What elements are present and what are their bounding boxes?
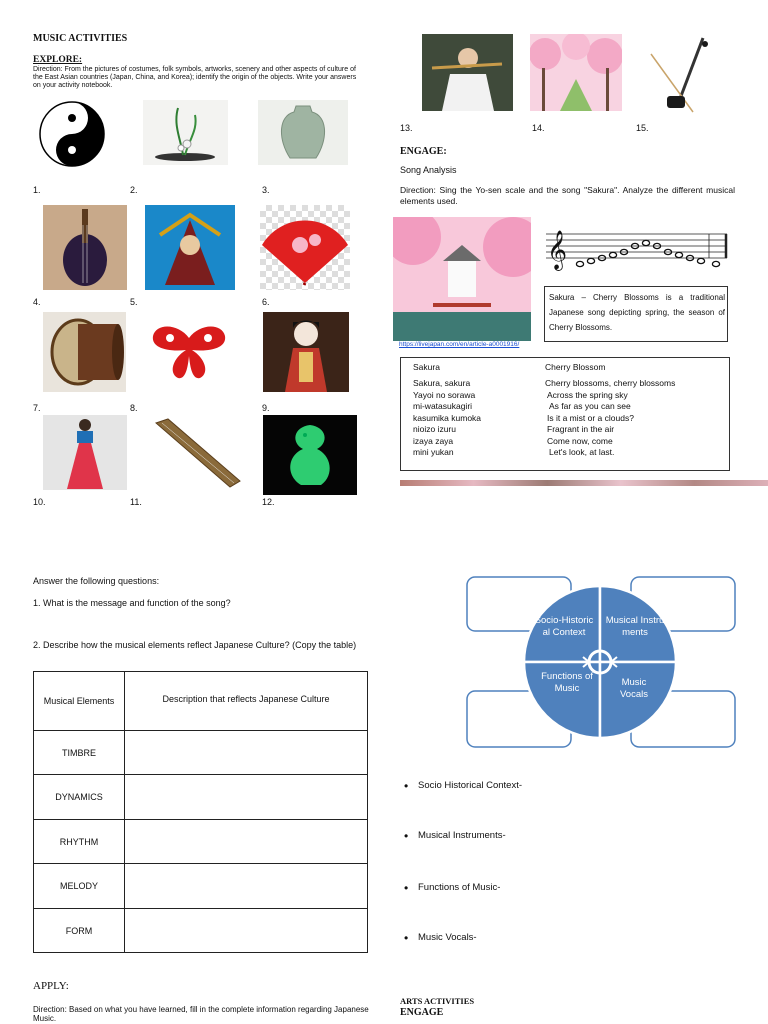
figure-number: 14. <box>532 123 545 133</box>
table-row-label: DYNAMICS <box>34 775 125 820</box>
engage-heading: ENGAGE: <box>400 146 447 157</box>
erhu-image <box>643 34 723 114</box>
explore-heading: EXPLORE: <box>33 55 83 65</box>
biwa-lute-image <box>43 205 127 290</box>
table-cell-answer[interactable] <box>125 864 368 909</box>
table-row-label: MELODY <box>34 864 125 909</box>
music-analysis-diagram <box>463 573 738 750</box>
figure-number: 2. <box>130 185 138 195</box>
yo-sen-scale-staff <box>544 220 729 274</box>
red-fan-image <box>260 205 350 290</box>
doll-image <box>263 312 349 392</box>
yin-yang-image <box>37 100 107 168</box>
figure-number: 11. <box>130 497 142 507</box>
figure-number: 7. <box>33 403 41 413</box>
opera-mask-image <box>145 205 235 290</box>
jade-dragon-image <box>263 415 357 495</box>
celadon-vase-image <box>258 100 348 165</box>
figure-number: 1. <box>33 185 41 195</box>
sakura-caption-box: Sakura – Cherry Blossoms is a traditional Japanese song depicting spring, the season of Cherry Blossoms. <box>544 286 728 342</box>
table-header-elements: Musical Elements <box>34 672 125 731</box>
table-row-label: TIMBRE <box>34 731 125 775</box>
page-title: MUSIC ACTIVITIES <box>33 33 128 44</box>
ikebana-image <box>143 100 228 165</box>
diagram-functions-of-music: Functions of Music <box>541 671 593 694</box>
apply-heading: APPLY: <box>33 980 69 992</box>
figure-number: 15. <box>636 123 649 133</box>
bullet-functions-of-music: • Functions of Music- <box>418 882 500 893</box>
figure-number: 13. <box>400 123 413 133</box>
engage-direction: Direction: Sing the Yo-sen scale and the song "Sakura". Analyze the different musical elements used. <box>400 185 735 206</box>
bullet-music-vocals: • Music Vocals- <box>418 932 477 943</box>
drum-image <box>43 312 126 392</box>
lyrics-left-lines: Sakura, sakura Yayoi no sorawa mi-watasukagiri kasumika kumoka nioizo izuru izaya zaya mini yukan <box>413 378 482 457</box>
explore-direction: Direction: From the pictures of costumes, folk symbols, artworks, scenery and other aspects of culture of the East Asian countries (Japan, China, and Korea); identify the origin of the objects. Write your answers on your activity notebook. <box>33 66 357 89</box>
table-row-label: RHYTHM <box>34 820 125 864</box>
lyrics-left-title: Sakura <box>413 362 440 372</box>
bullet-musical-instruments: • Musical Instruments- <box>418 830 506 841</box>
questions-intro: Answer the following questions: <box>33 576 160 586</box>
diagram-socio-historical: Socio-Historical Context <box>534 615 594 638</box>
sakura-castle-image <box>393 217 531 341</box>
song-analysis-heading: Song Analysis <box>400 165 457 175</box>
diagram-musical-instruments: Musical Instruments <box>605 615 665 638</box>
figure-number: 12. <box>262 497 275 507</box>
figure-number: 5. <box>130 297 138 307</box>
cherry-trees-image <box>530 34 622 111</box>
lyrics-right-title: Cherry Blossom <box>545 362 606 372</box>
lyrics-box <box>400 357 730 471</box>
arts-title: ARTS ACTIVITIES <box>400 996 475 1006</box>
cherry-strip-image <box>400 480 768 486</box>
figure-number: 9. <box>262 403 270 413</box>
table-cell-answer[interactable] <box>125 775 368 820</box>
table-cell-answer[interactable] <box>125 731 368 775</box>
bullet-socio-historical: • Socio Historical Context- <box>418 780 522 791</box>
question-2: 2. Describe how the musical elements reflect Japanese Culture? (Copy the table) <box>33 640 357 650</box>
source-link[interactable]: https://livejapan.com/en/article-a0001916/ <box>399 341 520 348</box>
apply-direction: Direction: Based on what you have learned, fill in the complete information regarding Japanese Music. <box>33 1005 369 1023</box>
figure-number: 4. <box>33 297 41 307</box>
lyrics-right-lines: Cherry blossoms, cherry blossoms Across the spring sky As far as you can see Is it a mist or a clouds? Fragrant in the air Come now, come Let's look, at last. <box>545 378 676 457</box>
table-header-description: Description that reflects Japanese Culture <box>125 672 368 731</box>
hanbok-image <box>43 415 127 490</box>
question-1: 1. What is the message and function of the song? <box>33 598 231 608</box>
diagram-music-vocals: Music Vocals <box>620 677 648 700</box>
table-cell-answer[interactable] <box>125 909 368 953</box>
gayageum-image <box>150 415 242 490</box>
flute-player-image <box>422 34 513 111</box>
figure-number: 3. <box>262 185 270 195</box>
arts-engage-heading: ENGAGE <box>400 1007 444 1018</box>
table-row-label: FORM <box>34 909 125 953</box>
musical-elements-table <box>33 671 368 953</box>
svg-text:𝄞: 𝄞 <box>547 230 568 270</box>
figure-number: 10. <box>33 497 46 507</box>
butterfly-papercut-image <box>148 318 230 384</box>
figure-number: 8. <box>130 403 138 413</box>
table-cell-answer[interactable] <box>125 820 368 864</box>
figure-number: 6. <box>262 297 270 307</box>
